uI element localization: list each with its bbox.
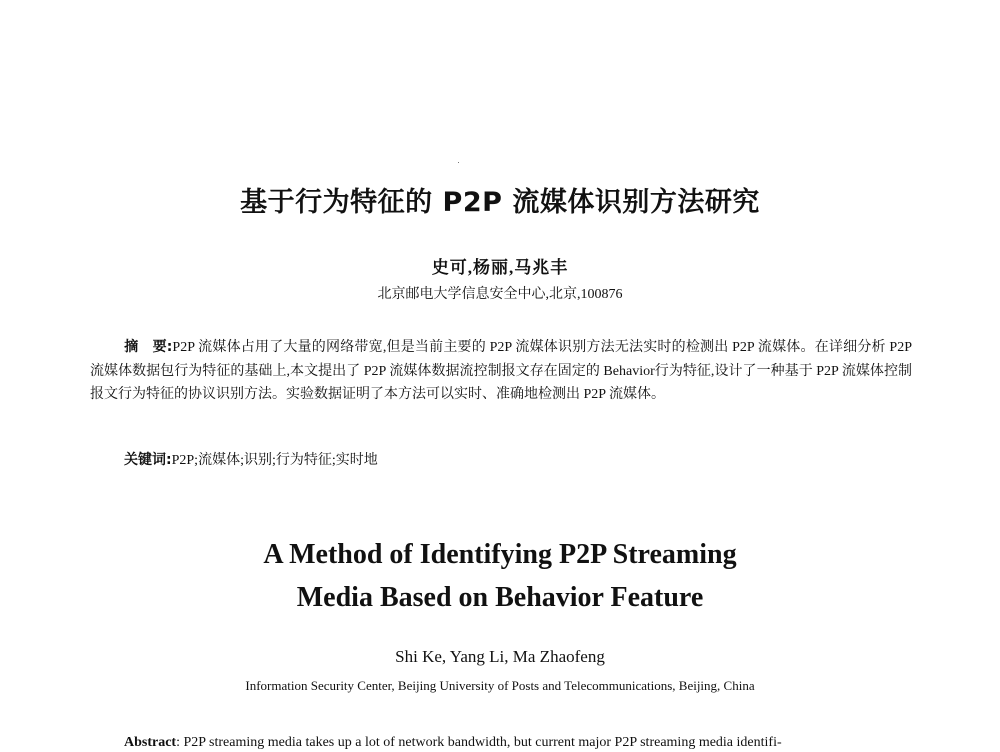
chinese-keywords-text: P2P;流媒体;识别;行为特征;实时地 <box>171 453 378 468</box>
chinese-abstract <box>90 336 912 407</box>
english-abstract <box>124 735 914 751</box>
scan-speck <box>458 162 459 163</box>
english-title <box>0 533 1000 619</box>
chinese-affiliation: 北京邮电大学信息安全中心,北京,100876 <box>377 287 623 302</box>
chinese-abstract-label: 摘 要: <box>124 339 173 355</box>
english-title-line-1: A Method of Identifying P2P Streaming <box>263 539 737 570</box>
english-abstract-label: Abstract <box>124 735 177 750</box>
english-title-line-2: Media Based on Behavior Feature <box>296 582 704 613</box>
chinese-keywords-label: 关键词: <box>124 452 172 468</box>
chinese-title: 基于行为特征的 P2P 流媒体识别方法研究 <box>240 187 760 218</box>
chinese-authors: 史可,杨丽,马兆丰 <box>431 258 569 277</box>
chinese-keywords <box>124 449 904 469</box>
chinese-abstract-text: P2P 流媒体占用了大量的网络带宽,但是当前主要的 P2P 流媒体识别方法无法实时的检测出 P2P 流媒体。在详细分析 P2P 流媒体数据包行为特征的基础上,本文提出了 P2P 流媒体数据流控制报文存在固定的 Behavior行为特征,设计了一种基于 P2P 流媒体控制报文行为特征的协议识别方法。实验数据证明了本方法可以实时、准确地检测出 P2P 流媒体。 <box>90 340 912 402</box>
english-abstract-text: : P2P streaming media takes up a lot of network bandwidth, but current major P2P streaming media identifi- <box>176 735 782 750</box>
english-authors: Shi Ke, Yang Li, Ma Zhaofeng <box>395 647 605 666</box>
english-affiliation: Information Security Center, Beijing University of Posts and Telecommunications, Beijing, China <box>245 678 755 693</box>
